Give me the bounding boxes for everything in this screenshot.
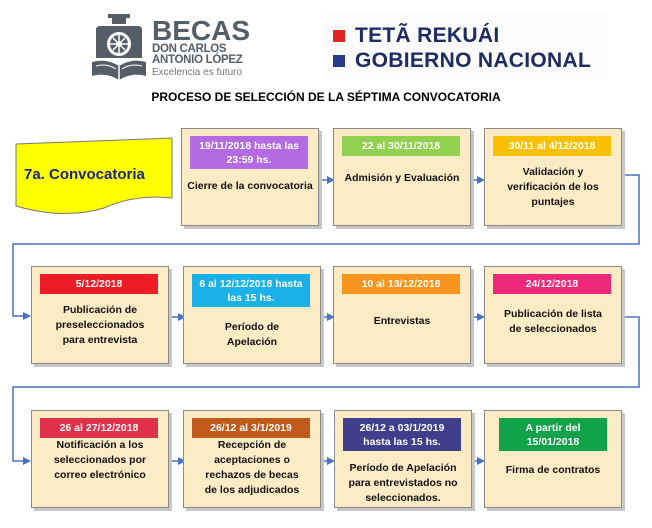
becas-logo <box>88 14 288 84</box>
step-1-desc: Cierre de la convocatoria <box>187 180 313 192</box>
step-7 <box>484 266 622 364</box>
becas-wordmark <box>152 15 292 79</box>
step-10 <box>334 410 472 508</box>
becas-line2: ANTONIO LÓPEZ <box>152 54 243 66</box>
step-4-desc: Publicación de preseleccionados para entrevista <box>55 304 145 346</box>
step-2-desc: Admisión y Evaluación <box>344 172 460 184</box>
step-9-desc: Recepción de aceptaciones o rechazos de becas de los adjudicados <box>204 439 300 496</box>
step-11-desc: Firma de contratos <box>505 464 601 476</box>
gov-line-1 <box>333 25 499 47</box>
step-11 <box>484 410 622 508</box>
gov-line-2 <box>333 50 591 72</box>
step-8-date: 26 al 27/12/2018 <box>40 418 158 438</box>
step-4 <box>31 266 169 364</box>
step-10-date: 26/12 a 03/1/2019 hasta las 15 hs. <box>343 418 461 451</box>
step-3 <box>484 128 622 226</box>
becas-main-text: BECAS <box>152 15 251 46</box>
step-2-date: 22 al 30/11/2018 <box>342 136 460 156</box>
step-5-date: 6 al 12/12/2018 hasta las 15 hs. <box>192 274 310 307</box>
step-6-desc: Entrevistas <box>373 315 431 327</box>
page-title: PROCESO DE SELECCIÓN DE LA SÉPTIMA CONVOCATORIA <box>151 90 501 104</box>
step-8-desc: Notificación a los seleccionados por correo electrónico <box>53 439 147 481</box>
convocatoria-label: 7a. Convocatoria <box>24 166 145 183</box>
step-1 <box>181 128 319 226</box>
blue-square-icon <box>333 55 345 67</box>
step-10-desc: Período de Apelación para entrevistados no seleccionados. <box>348 462 458 504</box>
gov-line-1-text: TETÃ REKUÁI <box>355 24 500 47</box>
step-7-desc: Publicación de lista de seleccionados <box>503 308 603 335</box>
becas-tagline: Excelencia es futuro <box>152 67 243 78</box>
gov-line-2-text: GOBIERNO NACIONAL <box>355 49 592 72</box>
step-9 <box>183 410 321 508</box>
becas-line1: DON CARLOS <box>152 43 227 55</box>
step-3-desc: Validación y verificación de los puntajes <box>507 166 599 208</box>
step-9-date: 26/12 al 3/1/2019 <box>192 418 310 438</box>
step-1-date: 19/11/2018 hasta las 23:59 hs. <box>190 136 308 169</box>
step-8 <box>31 410 169 508</box>
step-2 <box>333 128 471 226</box>
step-5-desc: Período de Apelación <box>224 321 280 348</box>
step-3-date: 30/11 al 4/12/2018 <box>493 136 611 156</box>
step-6 <box>333 266 471 364</box>
locomotive-book-icon <box>88 14 150 84</box>
step-5 <box>183 266 321 364</box>
red-square-icon <box>333 30 345 42</box>
step-11-date: A partir del 15/01/2018 <box>499 418 607 451</box>
step-7-date: 24/12/2018 <box>493 274 611 294</box>
step-6-date: 10 al 13/12/2018 <box>342 274 460 294</box>
step-4-date: 5/12/2018 <box>40 274 158 294</box>
gobierno-logo <box>325 14 607 80</box>
